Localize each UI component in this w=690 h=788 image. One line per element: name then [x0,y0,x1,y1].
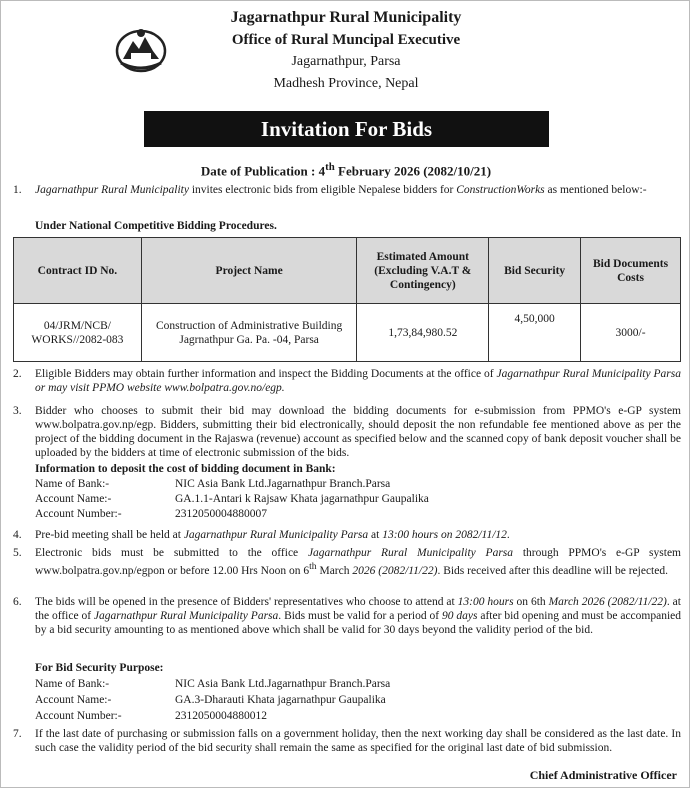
title-banner: Invitation For Bids [144,111,549,147]
col-project-name: Project Name [141,238,357,304]
address-line-1: Jagarnathpur, Parsa [291,54,401,69]
table-row [14,304,681,362]
address-line-2: Madhesh Province, Nepal [273,76,419,91]
bid-table [13,237,681,362]
cell-security: 4,50,000 [489,304,581,362]
paragraph-6: 6. The bids will be opened in the presence of Bidders' representatives who choose to attend at 13:00 hours on 6th March 2026 (2082/11/22). at the office of Jagarnathpur Rural Municipality Parsa. Bids must be valid for a period of 90 days after bid opening and must be accompanied by a bid security amounting to as mentioned above which shall be valid for 30 days beyond the validity period of the bid. [13,596,682,636]
col-contract-id: Contract ID No. [14,238,142,304]
publication-date: Date of Publication : 4th February 2026 (2082/10/21) [200,161,492,179]
procedure-heading: Under National Competitive Bidding Procedures. [35,220,277,232]
municipality-name: Jagarnathpur Rural Municipality [230,9,462,26]
security-heading: For Bid Security Purpose: [35,662,164,674]
security-account-name: Account Name:- GA.3-Dharauti Khata jagarnathpur Gaupalika [35,694,386,706]
deposit-account-name: Account Name:- GA.1.1-Antari k Rajsaw Khata jagarnathpur Gaupalika [35,493,429,505]
cell-amount: 1,73,84,980.52 [357,304,489,362]
signature-title: Chief Administrative Officer [529,768,677,782]
paragraph-1: 1. Jagarnathpur Rural Municipality invites electronic bids from eligible Nepalese bidders for ConstructionWorks as mentioned below:- [13,184,647,196]
deposit-bank-name: Name of Bank:- NIC Asia Bank Ltd.Jagarnathpur Branch.Parsa [35,478,391,490]
paragraph-5: 5. Electronic bids must be submitted to the office Jagarnathpur Rural Municipality Parsa through PPMO's e-GP system www.bolpatra.gov.np/egpon or before 12.00 Hrs Noon on 6th March 2026 (2082/11/22). Bids received after this deadline will be rejected. [13,547,682,577]
paragraph-4: 4. Pre-bid meeting shall be held at Jagarnathpur Rural Municipality Parsa at 13:00 hours on 2082/11/12. [13,529,510,541]
paragraph-2: 2. Eligible Bidders may obtain further information and inspect the Bidding Documents at the office of Jagarnathpur Rural Municipality Parsa or may visit PPMO website www.bolpatra.gov.no/egp. [13,368,681,394]
cell-cost: 3000/- [581,304,681,362]
paragraph-7: 7. If the last date of purchasing or submission falls on a government holiday, then the next working day shall be considered as the last date. In such case the validity period of the bid security shall remain the same as specified for the original last date of bid submission. [13,728,681,754]
deposit-heading: Information to deposit the cost of bidding document in Bank: [35,463,336,475]
col-bid-security: Bid Security [489,238,581,304]
security-bank-name: Name of Bank:- NIC Asia Bank Ltd.Jagarnathpur Branch.Parsa [35,678,391,690]
cell-project-name: Construction of Administrative Building Jagrnathpur Ga. Pa. -04, Parsa [141,304,357,362]
col-estimated-amount: Estimated Amount (Excluding V.A.T & Contingency) [357,238,489,304]
header [1,7,690,95]
security-account-number: Account Number:- 2312050004880012 [35,710,267,722]
paragraph-3: 3. Bidder who chooses to submit their bid may download the bidding documents for e-submission from PPMO's e-GP system www.bolpatra.gov.np/egp. Bidders, submitting their bid electronically, should deposit the non refundable fee mentioned above as per the project of the bidding document in the Rajaswa (revenue) account as specified below and the scanned copy of bank deposit voucher shall be uploaded by the bidders at time of electronic submission of the bids. [13,405,681,459]
table-header-row [14,238,681,304]
cell-contract-id: 04/JRM/NCB/ WORKS//2082-083 [14,304,142,362]
deposit-account-number: Account Number:- 2312050004880007 [35,508,267,520]
col-document-cost: Bid Documents Costs [581,238,681,304]
office-name: Office of Rural Muncipal Executive [231,32,461,48]
